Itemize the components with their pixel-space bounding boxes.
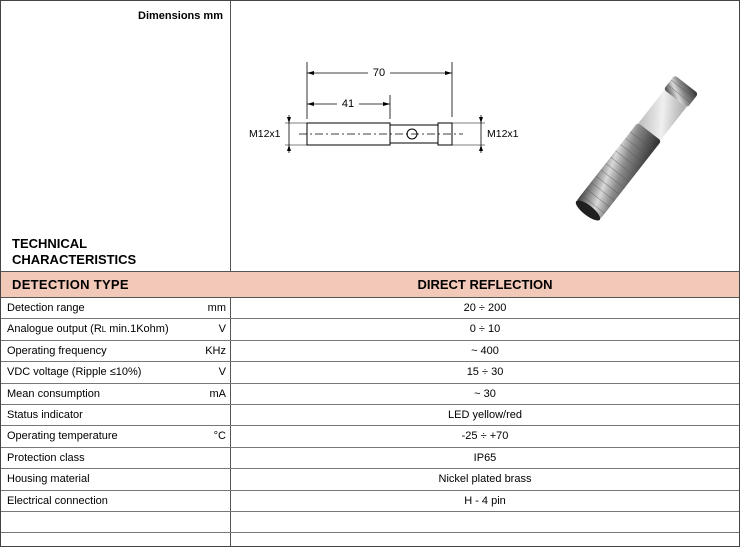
row-value: ~ 30 [474,387,496,400]
arrow [383,102,390,106]
technical-characteristics-heading [12,236,136,268]
spec-table [1,298,739,554]
detection-type-header: DETECTION TYPE [12,277,129,292]
thread-left-label: M12x1 [249,128,281,140]
dimension-drawing [241,57,531,167]
row-value: 15 ÷ 30 [466,366,504,379]
arrow [287,145,291,151]
row-value: -25 ÷ +70 [461,430,509,443]
table-row [1,533,739,553]
row-unit: mm [207,302,226,314]
row-value: 0 ÷ 10 [469,323,501,336]
arrow [307,71,314,75]
arrow [479,117,483,123]
row-unit: °C [213,430,226,443]
row-label: VDC voltage (Ripple ≤10%) [7,366,142,379]
row-label: Operating frequency [7,344,107,357]
row-unit: V [218,323,226,336]
row-unit: KHz [205,344,226,357]
row-label: Electrical connection [7,494,108,507]
row-value: LED yellow/red [448,408,522,421]
table-row [1,491,739,512]
tech-line1: TECHNICAL [12,236,88,251]
row-value: 20 ÷ 200 [463,302,507,314]
top-section [1,1,739,271]
arrow [445,71,452,75]
tech-line2: CHARACTERISTICS [12,252,137,267]
direct-reflection-header: DIRECT REFLECTION [417,277,553,292]
row-value: H - 4 pin [464,494,506,507]
row-label: Analogue output (RL min.1Kohm) [7,323,169,336]
table-row [1,319,739,340]
row-label: Housing material [7,473,90,486]
table-row [1,298,739,319]
table-row [1,426,739,447]
row-value: ~ 400 [471,344,499,357]
row-value: Nickel plated brass [438,473,532,486]
row-label: Protection class [7,451,85,464]
row-unit: V [218,366,226,379]
row-unit: mA [209,387,226,400]
row-label: Mean consumption [7,387,100,400]
table-row [1,341,739,362]
table-row [1,512,739,533]
dim-70-label: 70 [372,67,386,79]
table-row [1,405,739,426]
table-row [1,448,739,469]
table-row [1,362,739,383]
sensor-body [573,75,698,223]
arrow [479,145,483,151]
row-label: Operating temperature [7,430,118,443]
sensor-photo [546,61,726,236]
table-header [1,271,739,298]
thread-right-label: M12x1 [487,128,519,140]
table-row [1,384,739,405]
dim-41-label: 41 [341,98,355,110]
row-label: Detection range [7,302,85,314]
dimensions-title: Dimensions mm [138,10,223,22]
row-value: IP65 [473,451,497,464]
row-label: Status indicator [7,408,83,421]
arrow [287,117,291,123]
table-row [1,469,739,490]
arrow [307,102,314,106]
